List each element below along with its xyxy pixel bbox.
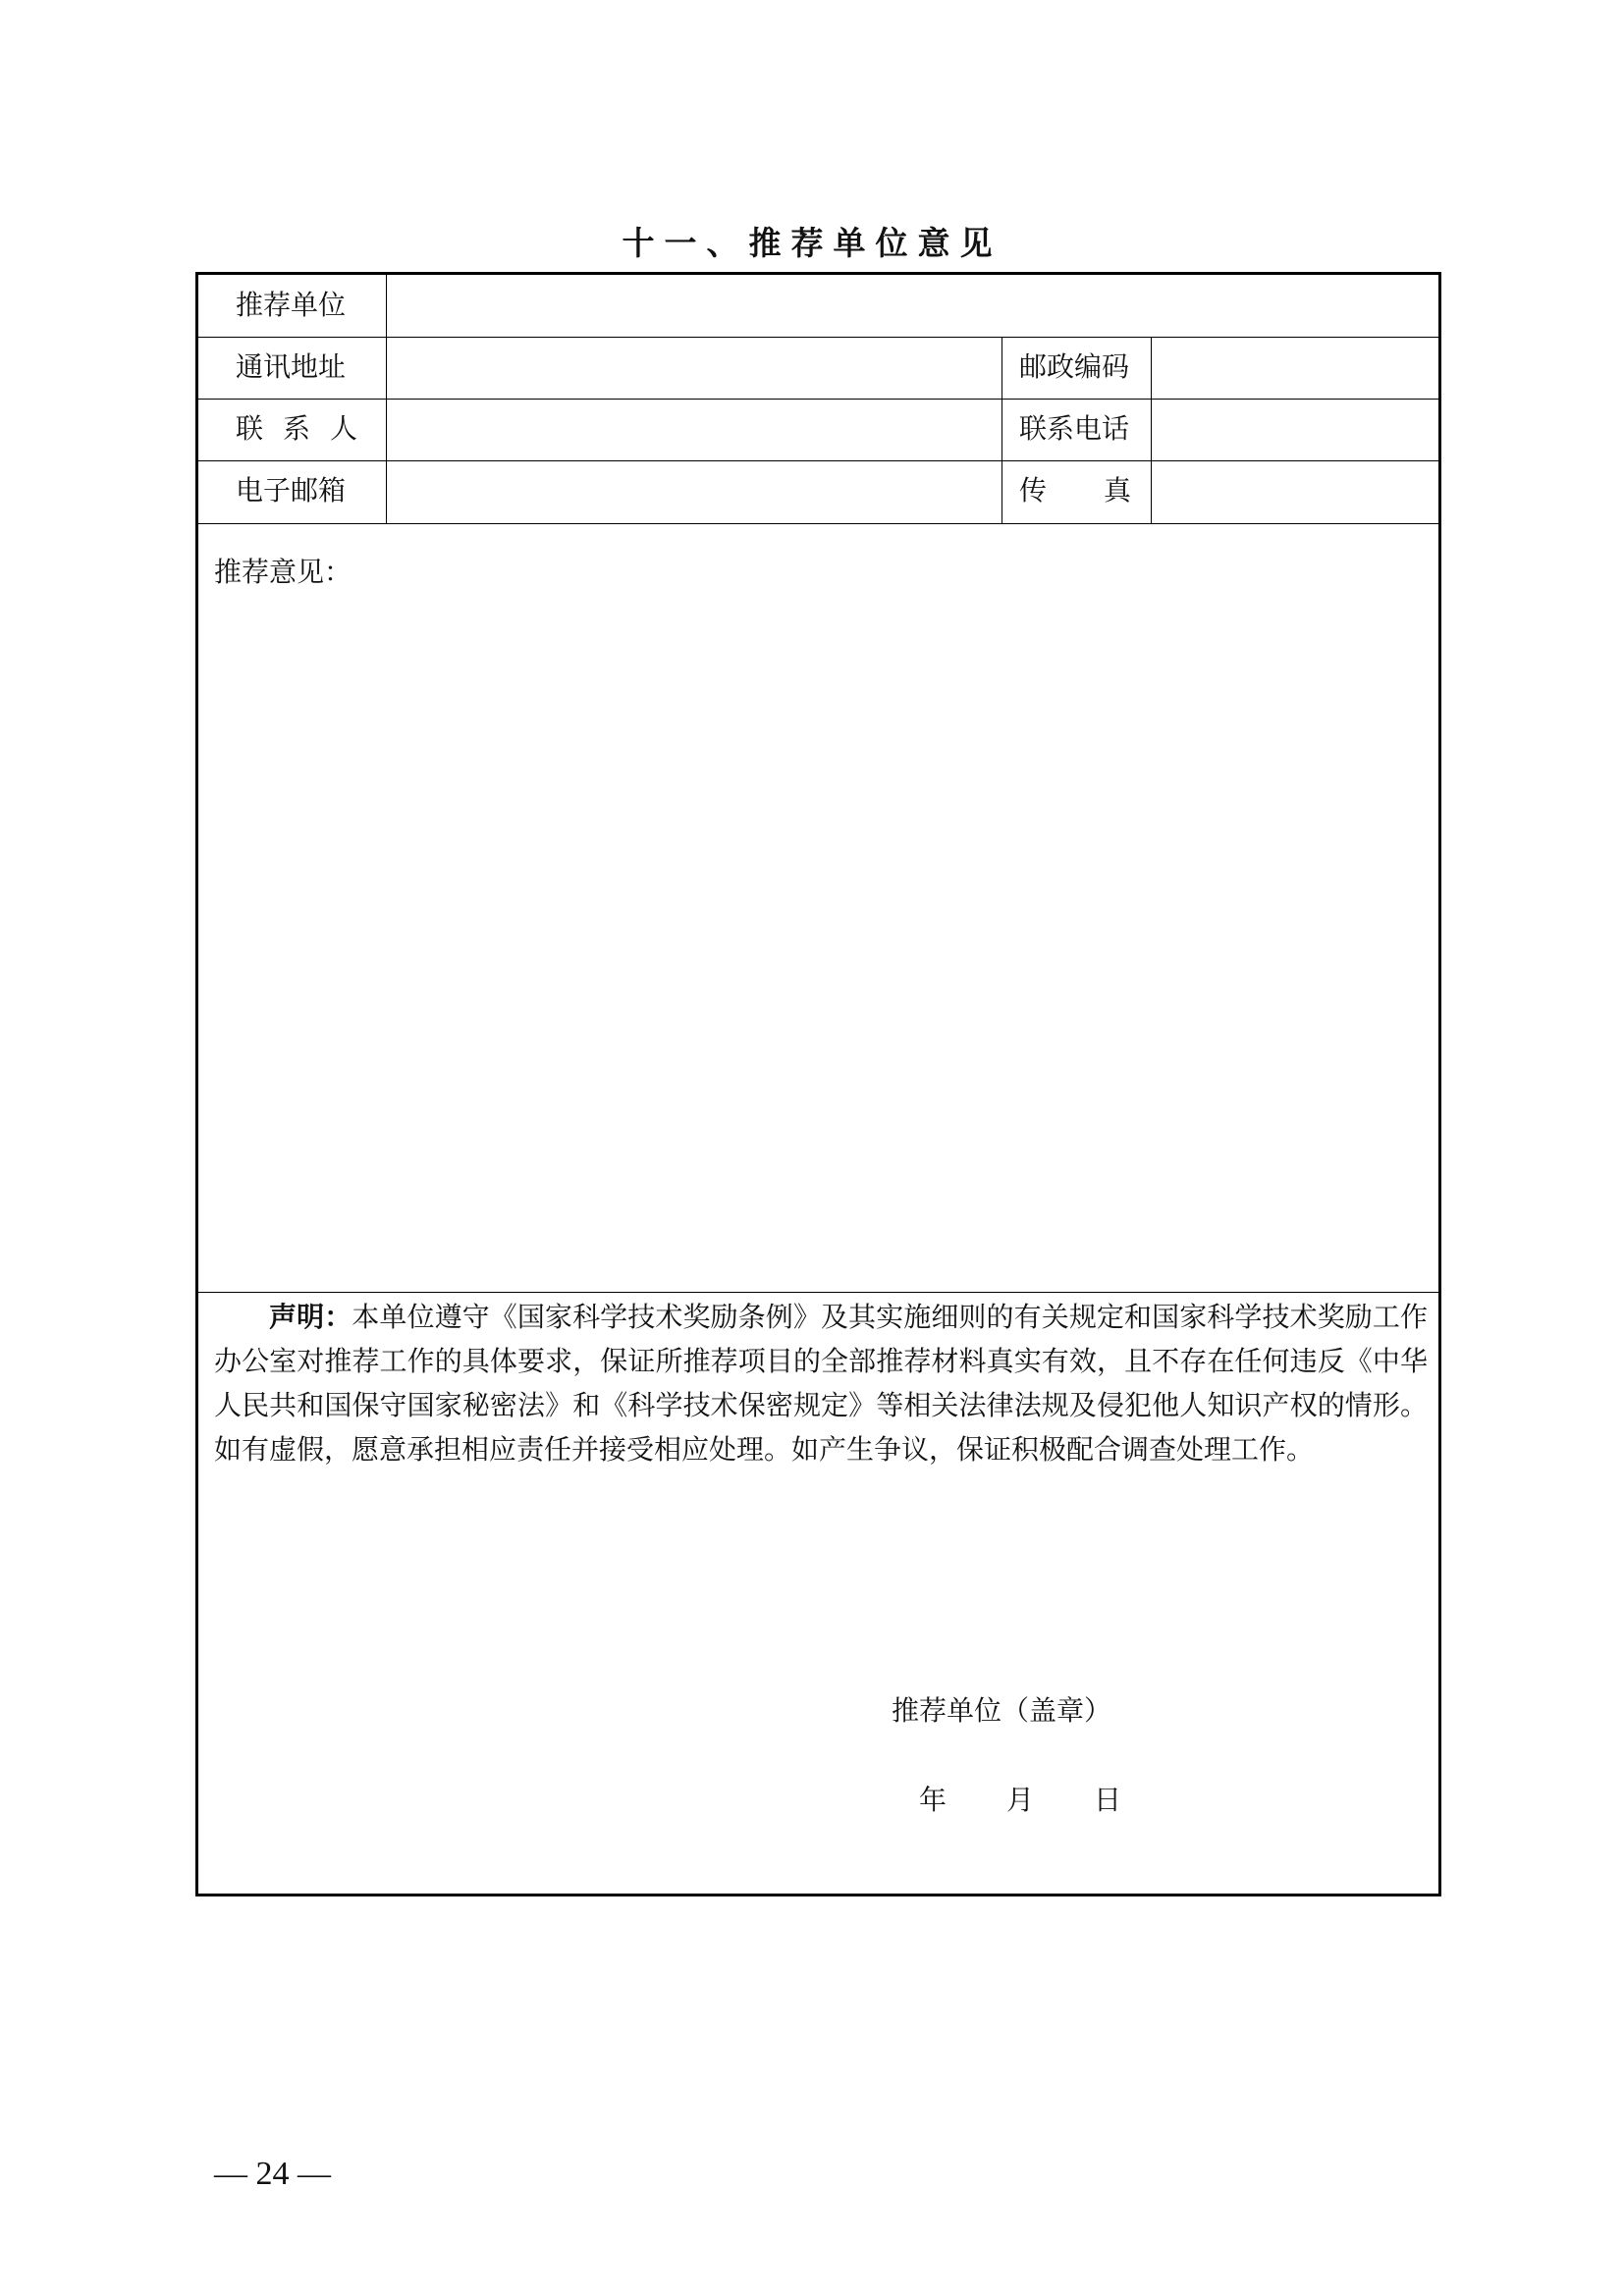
column-divider <box>1001 337 1002 523</box>
section-divider <box>198 1292 1438 1293</box>
opinion-textarea[interactable] <box>206 599 1428 1025</box>
row-divider <box>198 399 1438 400</box>
date-year: 年 <box>919 1784 947 1816</box>
label-contact-phone: 联系电话 <box>1019 412 1130 445</box>
contact-person-input[interactable] <box>395 406 993 454</box>
label-email: 电子邮箱 <box>236 474 347 507</box>
row-divider <box>198 523 1438 524</box>
label-postal-code: 邮政编码 <box>1019 350 1130 383</box>
date-day: 日 <box>1093 1784 1121 1816</box>
row-divider <box>198 460 1438 461</box>
column-divider <box>386 275 387 523</box>
email-input[interactable] <box>395 469 993 516</box>
page-title: 十一、推荐单位意见 <box>622 224 1002 262</box>
label-fax: 传真 <box>1019 474 1189 507</box>
declaration <box>214 1295 1428 1471</box>
row-divider <box>198 337 1438 338</box>
label-address: 通讯地址 <box>236 350 347 383</box>
recommending-unit-input[interactable] <box>395 283 1430 330</box>
page-number: — 24 — <box>214 2156 331 2192</box>
date-line <box>919 1779 1121 1818</box>
recommendation-form <box>195 272 1441 1896</box>
opinion-label: 推荐意见： <box>214 556 352 588</box>
label-contact-person: 联系人 <box>236 412 378 445</box>
label-recommending-unit: 推荐单位 <box>236 289 347 321</box>
contact-phone-input[interactable] <box>1159 406 1433 454</box>
declaration-lead: 声明： <box>269 1301 352 1333</box>
postal-code-input[interactable] <box>1159 345 1433 392</box>
date-month: 月 <box>1005 1784 1034 1816</box>
address-input[interactable] <box>395 345 993 392</box>
fax-input[interactable] <box>1159 469 1433 516</box>
stamp-label: 推荐单位（盖章） <box>892 1694 1112 1727</box>
declaration-text: 本单位遵守《国家科学技术奖励条例》及其实施细则的有关规定和国家科学技术奖励工作办公室对推荐工作的具体要求，保证所推荐项目的全部推荐材料真实有效，且不存在任何违反《中华人民共和国保守国家秘密法》和《科学技术保密规定》等相关法律法规及侵犯他人知识产权的情形。如有虚假，愿意承担相应责任并接受相应处理。如产生争议，保证积极配合调查处理工作。 <box>214 1301 1428 1466</box>
